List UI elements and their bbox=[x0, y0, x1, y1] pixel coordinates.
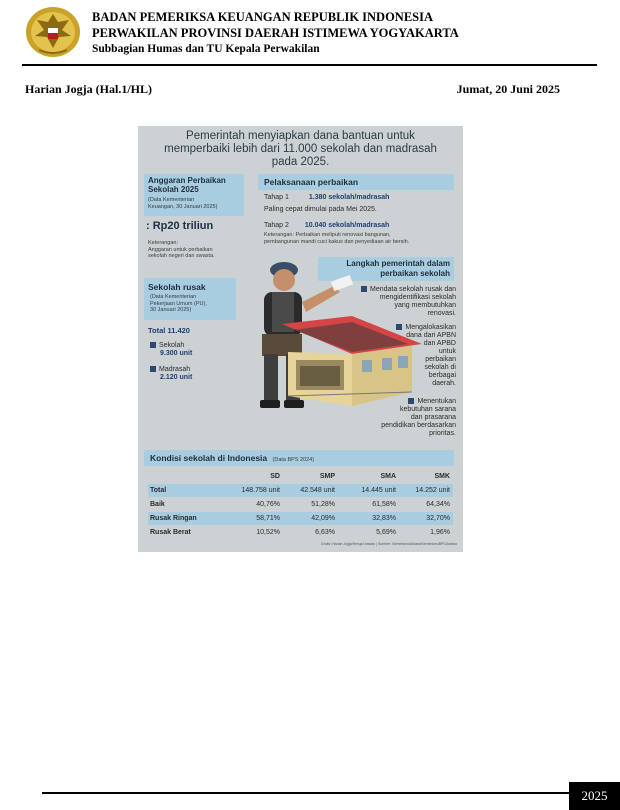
org-name-line2: PERWAKILAN PROVINSI DAERAH ISTIMEWA YOGYAKARTA bbox=[92, 26, 459, 40]
header-divider bbox=[22, 64, 597, 66]
stage-2: Tahap 2 10.040 sekolah/madrasah bbox=[264, 222, 390, 229]
clipping-headline: Pemerintah menyiapkan dana bantuan untuk memperbaiki lebih dari 11.000 sekolah dan madrasah pada 2025. bbox=[164, 130, 437, 168]
school-condition-title: Kondisi sekolah di Indonesia (Data BPS 2024) bbox=[150, 453, 315, 463]
graphic-credit: Grafis: Harian Jogja/Hengki Irawan | Sumber: Kemenkeu/Antara/Kemenkes/BPS/Antara bbox=[320, 542, 457, 546]
org-name-line1: BADAN PEMERIKSA KEUANGAN REPUBLIK INDONESIA bbox=[92, 10, 434, 24]
footer-year: 2025 bbox=[569, 782, 620, 810]
bullet-square-icon bbox=[150, 342, 156, 348]
execution-note: Keterangan: Perbaikan meliputi renovasi bangunan, pembangunan mandi cuci kakus dan penyediaan air bersih. bbox=[264, 232, 410, 245]
madrasah-count: Madrasah 2.120 unit bbox=[150, 366, 192, 382]
broken-schools-total: Total 11.420 bbox=[148, 326, 190, 335]
footer-divider bbox=[42, 792, 569, 794]
bullet-square-icon bbox=[408, 398, 414, 404]
table-column-headers: SD SMP SMA SMK bbox=[270, 473, 450, 480]
broken-schools-title: Sekolah rusak bbox=[148, 282, 206, 292]
bullet-square-icon bbox=[396, 324, 402, 330]
execution-title: Pelaksanaan perbaikan bbox=[264, 177, 359, 187]
org-subunit: Subbagian Humas dan TU Kepala Perwakilan bbox=[92, 43, 320, 55]
school-count: Sekolah 9.300 unit bbox=[150, 342, 192, 358]
table-row: Rusak Ringan 58,71% 42,09% 32,83% 32,70% bbox=[148, 512, 453, 525]
budget-title: Anggaran Perbaikan Sekolah 2025 bbox=[148, 176, 226, 194]
stage-1: Tahap 1 1.380 sekolah/madrasah bbox=[264, 194, 390, 201]
broken-schools-source: (Data Kementerian Pekerjaan Umum (PU), 30 Januari 2025) bbox=[150, 294, 207, 313]
budget-source: (Data Kementerian Keuangan, 30 Januari 2025) bbox=[148, 197, 218, 210]
budget-amount: : Rp20 triliun bbox=[146, 220, 214, 232]
step-3: Menentukan kebutuhan sarana dan prasarana pendidikan berdasarkan prioritas. bbox=[381, 398, 456, 437]
table-row: Total 148.758 unit 42.548 unit 14.445 unit 14.252 unit bbox=[148, 484, 453, 497]
budget-note: Keterangan: Anggaran untuk perbaikan sekolah negeri dan swasta. bbox=[148, 240, 215, 259]
step-1: Mendata sekolah rusak dan mengidentifikasi sekolah yang membutuhkan renovasi. bbox=[334, 286, 456, 318]
step-2: Mengalokasikan dana dari APBN dan APBD untuk perbaikan sekolah di berbagai daerah. bbox=[368, 324, 456, 388]
table-row: Baik 40,76% 51,28% 61,58% 64,34% bbox=[150, 501, 450, 508]
garuda-emblem-icon bbox=[25, 6, 81, 58]
stage-1-note: Paling cepat dimulai pada Mei 2025. bbox=[264, 206, 377, 213]
bullet-square-icon bbox=[361, 286, 367, 292]
bullet-square-icon bbox=[150, 366, 156, 372]
newspaper-clipping bbox=[138, 126, 463, 552]
steps-title: Langkah pemerintah dalam perbaikan sekolah bbox=[346, 259, 450, 278]
newspaper-source: Harian Jogja (Hal.1/HL) bbox=[25, 82, 152, 96]
table-row: Rusak Berat 10,52% 6,63% 5,69% 1,96% bbox=[150, 529, 450, 536]
publication-date: Jumat, 20 Juni 2025 bbox=[456, 82, 560, 96]
